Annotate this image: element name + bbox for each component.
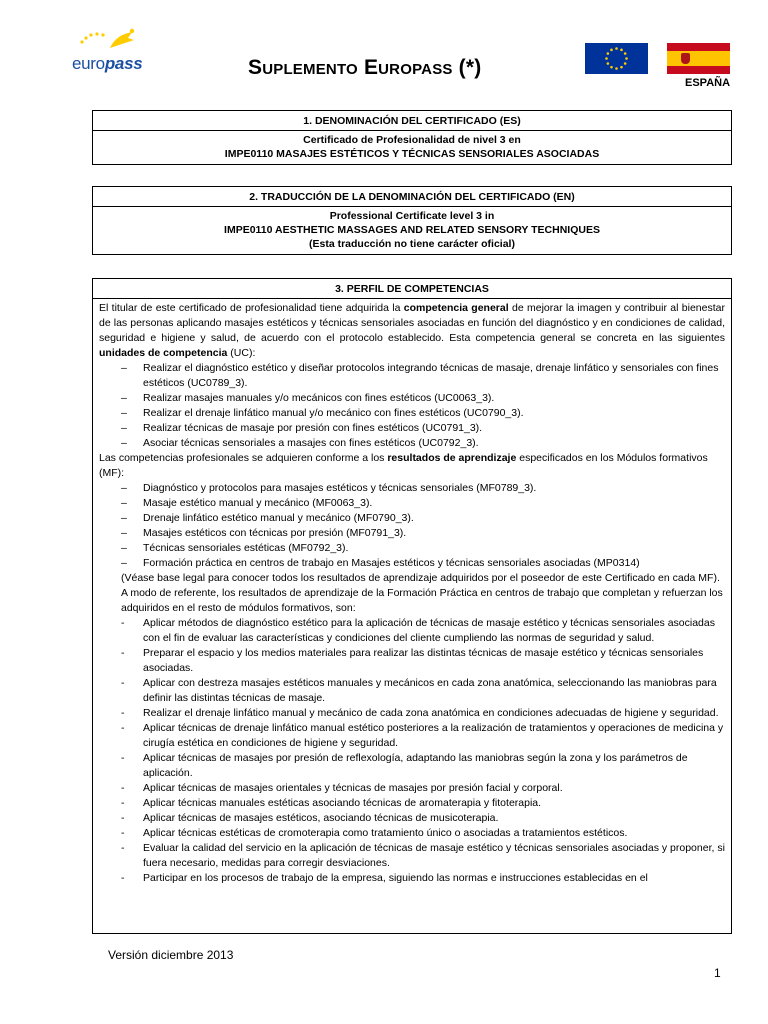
list-item: [99, 391, 725, 406]
list-item: [99, 796, 725, 811]
europass-wordmark: europass: [72, 54, 143, 73]
bullet-marker: -: [121, 752, 125, 764]
bullet-marker: –: [121, 527, 127, 539]
competence-units-list: [99, 361, 725, 451]
bullet-marker: –: [121, 422, 127, 434]
eu-star-icon: [620, 49, 623, 52]
list-item: [99, 781, 725, 796]
list-item-text: Aplicar técnicas de masajes estéticos, asociando técnicas de musicoterapia.: [143, 812, 499, 824]
bullet-marker: -: [121, 617, 125, 629]
list-item: [99, 721, 725, 751]
list-item: [99, 556, 725, 571]
list-item: [99, 706, 725, 721]
eu-star-icon: [624, 52, 627, 55]
eu-star-icon: [624, 62, 627, 65]
bullet-marker: –: [121, 437, 127, 449]
translation-disclaimer: (Esta traducción no tiene carácter oficial): [309, 238, 515, 250]
bullet-marker: –: [121, 497, 127, 509]
legal-note: (Véase base legal para conocer todos los resultados de aprendizaje adquiridos por el poseedor de este Certificado en cada MF).: [121, 572, 720, 584]
eu-star-icon: [610, 49, 613, 52]
version-label: Versión diciembre 2013: [108, 948, 234, 962]
page-title: Suplemento Europass (*): [248, 56, 482, 79]
list-item-text: Participar en los procesos de trabajo de la empresa, siguiendo las normas e instrucciones establecidas en el: [143, 872, 648, 884]
section-2-body: [93, 207, 731, 254]
list-item: [99, 841, 725, 871]
list-item: [99, 526, 725, 541]
list-item-text: Aplicar técnicas de masajes orientales y técnicas de masajes por presión facial y corporal.: [143, 782, 563, 794]
list-item: [99, 811, 725, 826]
list-item: [99, 871, 725, 886]
list-item-text: Aplicar métodos de diagnóstico estético para la aplicación de técnicas de masaje estético y técnicas sensoriales asociadas con el fin de evaluar las características y condiciones del cliente cumpliendo las normas de seguridad y salud.: [143, 617, 715, 644]
section-1-body: [93, 131, 731, 164]
certificate-title: IMPE0110 MASAJES ESTÉTICOS Y TÉCNICAS SENSORIALES ASOCIADAS: [224, 148, 600, 160]
eu-star-icon: [615, 47, 618, 50]
bullet-marker: -: [121, 827, 125, 839]
bullet-marker: -: [121, 707, 125, 719]
certificate-level: Certificado de Profesionalidad de nivel 3 en: [303, 134, 521, 146]
list-item-text: Aplicar técnicas estéticas de cromoterapia como tratamiento único o asociadas a tratamientos estéticos.: [143, 827, 628, 839]
list-item-text: Formación práctica en centros de trabajo en Masajes estéticos y técnicas sensoriales asociadas (MP0314): [143, 557, 640, 569]
list-item: [99, 406, 725, 421]
practice-intro: A modo de referente, los resultados de aprendizaje de la Formación Práctica en centros de trabajo que completan y refuerzan los adquiridos en el resto de módulos formativos, son:: [121, 587, 723, 614]
country-label: ESPAÑA: [685, 77, 731, 89]
list-item-text: Drenaje linfático estético manual y mecánico (MF0790_3).: [143, 512, 414, 524]
training-modules-list: [99, 481, 725, 571]
list-item-text: Realizar el drenaje linfático manual y/o mecánico con fines estéticos (UC0790_3).: [143, 407, 524, 419]
list-item-text: Técnicas sensoriales estéticas (MF0792_3).: [143, 542, 349, 554]
list-item: [99, 751, 725, 781]
modules-paragraph: Las competencias profesionales se adquieren conforme a los resultados de aprendizaje especificados en los Módulos formativos (MF):: [99, 452, 708, 479]
spain-flag-icon: [667, 43, 730, 74]
list-item-text: Evaluar la calidad del servicio en la aplicación de técnicas de masaje estético y técnicas sensoriales asociadas y proponer, si fuera necesario, medidas para corregir desviaciones.: [143, 842, 725, 869]
bullet-marker: –: [121, 362, 127, 374]
list-item-text: Aplicar técnicas de masajes por presión de reflexología, adaptando las maniobras según la zona y los parámetros de aplicación.: [143, 752, 688, 779]
list-item: [99, 826, 725, 841]
list-item: [99, 616, 725, 646]
bullet-marker: -: [121, 647, 125, 659]
eu-flag-icon: [585, 43, 648, 74]
list-item: [99, 676, 725, 706]
bullet-marker: –: [121, 482, 127, 494]
list-item: [99, 361, 725, 391]
list-item: [99, 496, 725, 511]
section-competence-profile: [92, 278, 732, 934]
list-item: [99, 421, 725, 436]
list-item-text: Realizar masajes manuales y/o mecánicos con fines estéticos (UC0063_3).: [143, 392, 495, 404]
list-item-text: Realizar el drenaje linfático manual y mecánico de cada zona anatómica en condiciones adecuadas de higiene y seguridad.: [143, 707, 719, 719]
translated-title: IMPE0110 AESTHETIC MASSAGES AND RELATED SENSORY TECHNIQUES: [224, 224, 600, 236]
intro-paragraph: El titular de este certificado de profesionalidad tiene adquirida la competencia general de mejorar la imagen y contribuir al bienestar de las personas aplicando masajes estéticos y técnicas sensoriales asociadas en función del diagnóstico y en condiciones de calidad, seguridad e higiene y salud, de acuerdo con el protocolo establecido. Esta competencia general se concreta en las siguientes unidades de competencia (UC):: [99, 302, 725, 359]
list-item-text: Asociar técnicas sensoriales a masajes con fines estéticos (UC0792_3).: [143, 437, 479, 449]
europass-logo: [72, 34, 172, 84]
list-item-text: Masajes estéticos con técnicas por presión (MF0791_3).: [143, 527, 407, 539]
list-item: [99, 511, 725, 526]
bullet-marker: -: [121, 797, 125, 809]
bullet-marker: -: [121, 782, 125, 794]
bullet-marker: –: [121, 407, 127, 419]
section-3-heading: 3. PERFIL DE COMPETENCIAS: [93, 279, 731, 299]
bullet-marker: -: [121, 842, 125, 854]
list-item-text: Realizar técnicas de masaje por presión con fines estéticos (UC0791_3).: [143, 422, 483, 434]
section-certificate-translation: [92, 186, 732, 255]
eu-star-icon: [605, 57, 608, 60]
list-item-text: Diagnóstico y protocolos para masajes estéticos y técnicas sensoriales (MF0789_3).: [143, 482, 537, 494]
bullet-marker: –: [121, 542, 127, 554]
eu-star-icon: [620, 66, 623, 69]
eu-star-icon: [607, 62, 610, 65]
bullet-marker: –: [121, 557, 127, 569]
section-3-content: [93, 299, 731, 886]
eu-star-icon: [625, 57, 628, 60]
list-item-text: Aplicar con destreza masajes estéticos manuales y mecánicos en cada zona anatómica, seleccionando las maniobras para definir las distintas técnicas de masaje.: [143, 677, 717, 704]
coat-of-arms-icon: [681, 53, 690, 64]
bullet-marker: -: [121, 812, 125, 824]
eu-star-icon: [607, 52, 610, 55]
bullet-marker: –: [121, 392, 127, 404]
eu-star-icon: [610, 66, 613, 69]
section-1-heading: 1. DENOMINACIÓN DEL CERTIFICADO (ES): [93, 111, 731, 131]
list-item: [99, 436, 725, 451]
section-2-heading: 2. TRADUCCIÓN DE LA DENOMINACIÓN DEL CERTIFICADO (EN): [93, 187, 731, 207]
list-item-text: Masaje estético manual y mecánico (MF0063_3).: [143, 497, 373, 509]
bullet-marker: -: [121, 677, 125, 689]
list-item-text: Preparar el espacio y los medios materiales para realizar las distintas técnicas de masaje estético y técnicas sensoriales asociadas.: [143, 647, 704, 674]
translated-level: Professional Certificate level 3 in: [329, 210, 495, 222]
bullet-marker: –: [121, 512, 127, 524]
page-number: 1: [714, 966, 721, 980]
section-certificate-name: [92, 110, 732, 165]
bullet-marker: -: [121, 722, 125, 734]
bullet-marker: -: [121, 872, 125, 884]
list-item: [99, 646, 725, 676]
list-item: [99, 541, 725, 556]
eu-star-icon: [615, 67, 618, 70]
practice-outcomes-list: [99, 616, 725, 886]
list-item-text: Aplicar técnicas de drenaje linfático manual estético posteriores a la realización de tratamientos y operaciones de medicina y cirugía estética en condiciones de higiene y seguridad.: [143, 722, 724, 749]
list-item-text: Aplicar técnicas manuales estéticas asociando técnicas de aromaterapia y fitoterapia.: [143, 797, 542, 809]
list-item: [99, 481, 725, 496]
list-item-text: Realizar el diagnóstico estético y diseñar protocolos integrando técnicas de masaje, drenaje linfático y sensoriales con fines estéticos (UC0789_3).: [143, 362, 719, 389]
